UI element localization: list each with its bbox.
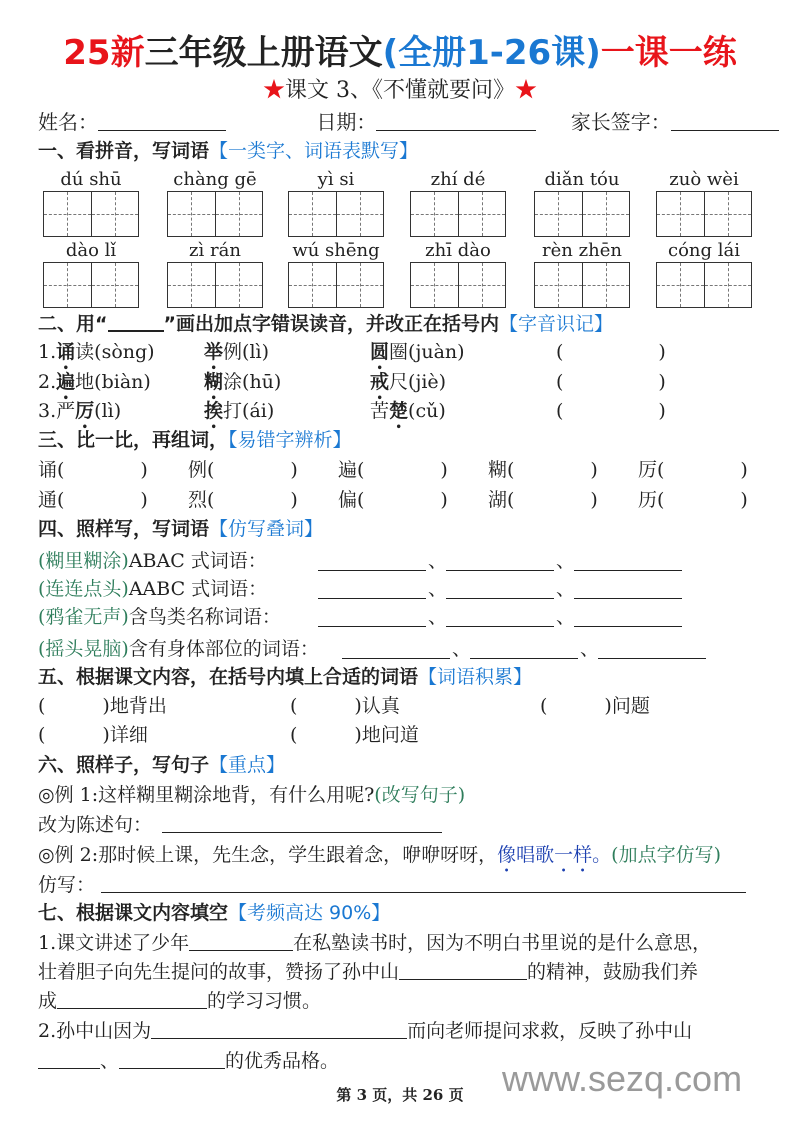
item-text: 地 [75,370,95,393]
pinyin-label: zuò wèi [669,169,739,190]
worksheet-title [0,30,800,76]
grid-cell[interactable] [337,192,384,236]
grid-cell[interactable] [583,263,630,307]
separator: 、 [452,638,472,660]
character-box[interactable] [43,262,139,308]
date-field[interactable] [376,110,536,131]
answer-label: 仿写： [38,874,96,896]
character-box[interactable] [410,191,506,237]
pattern-label: AABC 式词语： [128,578,268,600]
grid-cell[interactable] [411,192,459,236]
question-text: 1.课文讲述了少年 [38,932,190,954]
section-7-heading [38,900,390,926]
item-text: 打 [223,400,243,422]
dotted-char: 圆 [370,341,390,363]
example-word: (鸦雀无声) [38,606,129,628]
question-text: 、 [100,1050,120,1072]
grid-cell[interactable] [705,192,752,236]
heading-text: 七、根据课文内容填空 [38,902,229,924]
subtitle-text: 课文 3、《不懂就要问》 [285,78,515,103]
example-text: 唱歌 [516,844,555,866]
pattern-label: 含有身体部位的词语： [128,638,319,660]
dotted-char: 一样 [554,844,593,866]
dotted-char: 像 [497,844,517,866]
separator: 、 [428,550,448,572]
pinyin-label: rèn zhēn [542,240,622,261]
compare-item[interactable]: 例( ) [188,459,298,481]
heading-text: 三、比一比，再组词， [38,429,229,451]
fill-item[interactable]: ( )问题 [540,695,650,717]
item-text: 圈 [389,341,409,363]
heading-text: ”画出加点字错误读音，并改正在括号内 [163,313,499,335]
pinyin-text: (sòng) [94,341,155,363]
pinyin-label: zì rán [189,240,241,261]
answer-line[interactable] [57,988,207,1009]
answer-line[interactable] [598,638,706,659]
answer-line[interactable] [189,930,293,951]
fill-item[interactable]: ( )地背出 [38,695,167,717]
character-box[interactable] [288,191,384,237]
pinyin-label: dú shū [60,169,122,190]
question-text: 在私塾读书时，因为不明白书里说的是什么意思， [293,932,712,954]
compare-item[interactable]: 湖( ) [488,488,598,511]
heading-tag: 【易错字辨析】 [228,429,352,451]
separator: 、 [580,638,600,660]
example-word: (连连点头) [38,578,129,600]
grid-cell[interactable] [535,263,583,307]
underline-sample [108,310,164,332]
pinyin-text: (hū) [242,370,282,393]
answer-line[interactable] [446,550,554,571]
separator: 、 [556,550,576,572]
compare-item[interactable]: 糊( ) [488,459,598,481]
example-note: (加点字仿写) [611,844,721,866]
pattern-row [38,604,281,630]
q1-line3 [38,988,321,1014]
pinyin-label: chàng gē [173,169,257,190]
grid-cell[interactable] [168,263,216,307]
answer-line[interactable] [318,606,426,627]
answer-line[interactable] [119,1048,225,1069]
item-text: 例 [223,341,243,363]
grid-cell[interactable] [459,192,506,236]
pinyin-text: (lì) [242,341,270,363]
answer-line[interactable] [38,1048,100,1069]
grid-cell[interactable] [337,263,384,307]
title-part: (全册1-26课) [382,33,601,73]
answer-label: 改为陈述句： [38,814,153,836]
heading-tag: 【字音识记】 [499,313,614,335]
heading-text: 四、照样写，写词语 [38,518,210,540]
star-icon: ★ [515,78,538,103]
pinyin-text: (jiè) [408,370,447,393]
grid-cell[interactable] [92,263,139,307]
grid-cell[interactable] [216,263,263,307]
heading-text: 二、用“ [38,313,108,335]
grid-cell[interactable] [92,192,139,236]
dotted-char: 戒 [370,370,390,393]
example-1 [38,782,465,808]
heading-tag: 【词语积累】 [418,666,533,688]
heading-tag: 【重点】 [209,754,286,776]
character-box[interactable] [534,262,630,308]
item-text: 3.严 [38,400,76,422]
character-box[interactable] [288,262,384,308]
answer-line[interactable] [574,550,682,571]
pattern-row [38,548,267,574]
title-part: 一课一练 [600,33,737,73]
answer-parens[interactable]: ( ) [556,400,666,422]
pinyin-label: diǎn tóu [544,169,620,190]
item-text: 1. [38,341,57,363]
name-label: 姓名： [38,110,98,134]
answer-line[interactable] [318,550,426,571]
grid-cell[interactable] [583,192,630,236]
section-5-heading [38,664,532,690]
answer-line[interactable] [574,578,682,599]
pinyin-text: (cǔ) [408,400,446,422]
character-box[interactable] [167,262,263,308]
example-text: 。 [592,844,612,866]
pinyin-text: (ái) [242,400,275,422]
question-text: 壮着胆子向先生提问的故事，赞扬了孙中山 [38,961,400,983]
compare-item[interactable]: 偏( ) [338,488,448,511]
question-text: 的优秀品格。 [225,1050,340,1072]
section-4-heading [38,516,323,542]
parent-sign-label: 家长签字： [570,110,671,134]
section-2-heading [38,310,613,337]
grid-cell[interactable] [44,192,92,236]
pinyin-text: (juàn) [408,341,465,363]
info-row [38,109,779,135]
separator: 、 [556,606,576,628]
title-part: 25新 [63,33,145,73]
star-icon: ★ [262,78,285,103]
example-word: (摇头晃脑) [38,638,129,660]
grid-cell[interactable] [657,263,705,307]
heading-text: 六、照样子，写句子 [38,754,210,776]
pattern-label: ABAC 式词语： [128,550,267,572]
grid-cell[interactable] [289,263,337,307]
answer-line[interactable] [162,812,442,833]
dotted-char: 楚 [389,400,409,422]
compare-item[interactable]: 厉( ) [638,459,748,481]
character-box[interactable] [410,262,506,308]
fill-item[interactable]: ( )认真 [290,695,400,717]
question-text: 的精神，鼓励我们养 [527,961,699,983]
pronunciation-item [370,398,446,433]
watermark: www.sezq.com [502,1058,743,1099]
imitate-row [38,872,746,898]
pinyin-label: zhī dào [425,240,491,261]
dotted-char: 挨 [204,400,224,422]
dotted-char: 举 [204,341,224,363]
answer-line[interactable] [574,606,682,627]
example-text: ◎例 1:这样糊里糊涂地背，有什么用呢? [38,784,375,806]
item-text: 读 [75,341,95,363]
character-box[interactable] [656,191,752,237]
grid-cell[interactable] [168,192,216,236]
dotted-char: 遍 [56,370,76,393]
item-text: 涂 [223,370,243,393]
pinyin-text: (lì) [94,400,122,422]
pinyin-label: yì si [317,169,355,190]
question-text: 成 [38,990,58,1012]
question-text: 的学习习惯。 [207,990,322,1012]
q2-line2 [38,1048,339,1074]
answer-line[interactable] [151,1018,407,1039]
q1-line1 [38,930,711,956]
section-1-heading [38,138,418,164]
section-6-heading [38,752,285,778]
character-box[interactable] [43,191,139,237]
grid-cell[interactable] [459,263,506,307]
example-text: ◎例 2:那时候上课，先生念，学生跟着念，咿咿呀呀， [38,844,498,866]
answer-line[interactable] [399,959,527,980]
lesson-subtitle [0,76,800,106]
answer-line[interactable] [101,872,746,893]
example-note: (改写句子) [374,784,466,806]
fill-item[interactable]: ( )详细 [38,724,148,746]
item-text: 2. [38,370,57,393]
declarative-row [38,812,442,838]
answer-parens[interactable]: ( ) [556,370,666,393]
answer-line[interactable] [446,606,554,627]
section-3-heading [38,427,352,453]
fill-item[interactable]: ( )地问道 [290,724,419,746]
pattern-label: 含鸟类名称词语： [128,606,281,628]
pinyin-text: (biàn) [94,370,151,393]
title-part: 三年级上册语文 [144,33,383,73]
answer-line[interactable] [318,578,426,599]
parent-sign-field[interactable] [671,110,779,131]
character-box[interactable] [167,191,263,237]
answer-parens[interactable]: ( ) [556,341,666,363]
date-label: 日期： [316,110,377,134]
compare-item[interactable]: 通( ) [38,488,148,511]
grid-cell[interactable] [535,192,583,236]
dotted-char: 诵 [56,341,76,363]
dotted-char: 厉 [75,400,95,422]
answer-line[interactable] [470,638,578,659]
pinyin-label: dào lǐ [65,240,117,261]
dotted-char: 糊 [204,370,224,393]
grid-cell[interactable] [44,263,92,307]
question-text: 2.孙中山因为 [38,1020,152,1042]
compare-item[interactable]: 诵( ) [38,459,148,481]
pinyin-label: wú shēng [292,240,380,261]
question-text: 而向老师提问求救，反映了孙中山 [407,1020,693,1042]
grid-cell[interactable] [705,263,752,307]
item-text: 尺 [389,370,409,393]
answer-line[interactable] [446,578,554,599]
answer-line[interactable] [342,638,450,659]
heading-tag: 【仿写叠词】 [209,518,324,540]
grid-cell[interactable] [289,192,337,236]
grid-cell[interactable] [657,192,705,236]
pinyin-label: cóng lái [668,240,740,261]
q1-line2 [38,959,698,985]
page-footer: 第 3 页，共 26 页 [336,1086,464,1104]
character-box[interactable] [534,191,630,237]
separator: 、 [428,578,448,600]
pattern-row [38,576,267,602]
separator: 、 [556,578,576,600]
grid-cell[interactable] [216,192,263,236]
compare-item[interactable]: 遍( ) [338,459,448,481]
heading-tag: 【一类字、词语表默写】 [209,140,419,162]
grid-cell[interactable] [411,263,459,307]
pattern-row [38,636,319,662]
name-field[interactable] [98,110,226,131]
heading-text: 五、根据课文内容，在括号内填上合适的词语 [38,666,419,688]
character-box[interactable] [656,262,752,308]
pinyin-label: zhí dé [430,169,486,190]
q2-line1 [38,1018,692,1044]
compare-item[interactable]: 历( ) [638,488,748,511]
heading-tag: 【考频高达 90%】 [228,902,391,924]
item-text: 苦 [370,400,390,422]
compare-item[interactable]: 烈( ) [188,488,298,511]
separator: 、 [428,606,448,628]
heading-text: 一、看拼音，写词语 [38,140,210,162]
example-word: (糊里糊涂) [38,550,129,572]
